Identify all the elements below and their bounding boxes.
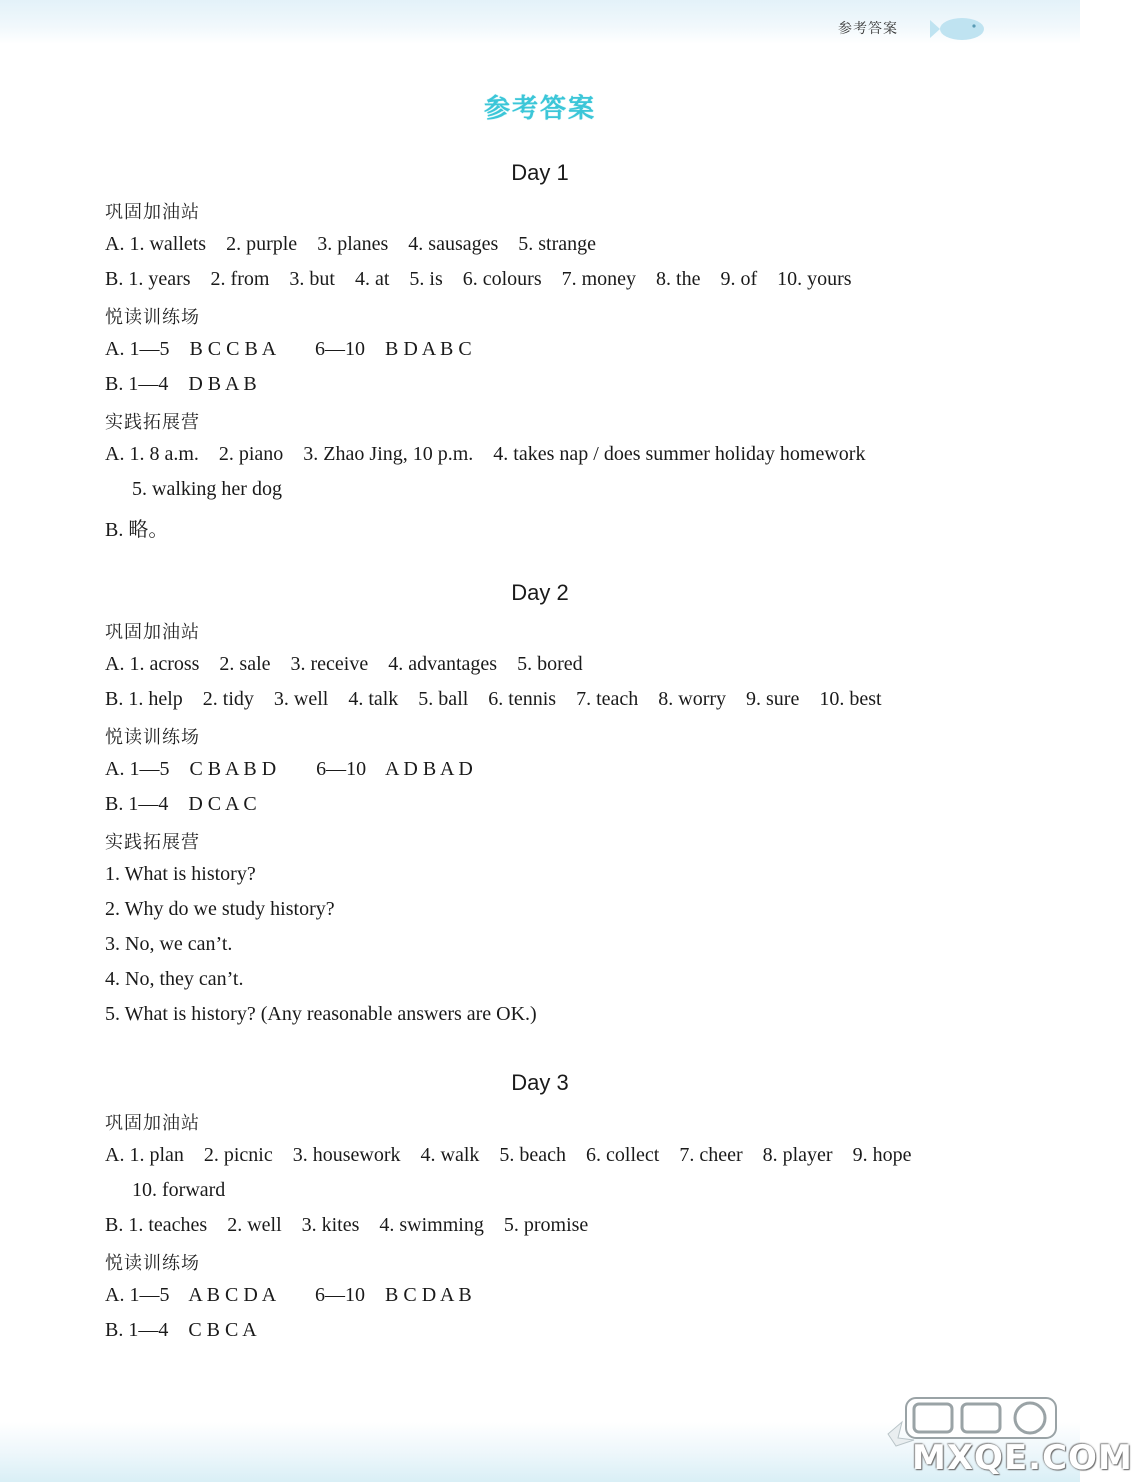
answer-line: A. 1. wallets 2. purple 3. planes 4. sausages 5. strange [105, 233, 597, 255]
answer-line: 4. No, they can’t. [105, 968, 244, 990]
answer-line: B. 1. help 2. tidy 3. well 4. talk 5. ball 6. tennis 7. teach 8. worry 9. sure 10. best [105, 688, 882, 710]
header-label: 参考答案 [838, 21, 898, 37]
answer-line: 3. No, we can’t. [105, 933, 233, 955]
answer-line: A. 1. 8 a.m. 2. piano 3. Zhao Jing, 10 p.m. 4. takes nap / does summer holiday homework [105, 443, 866, 465]
section-label: 巩固加油站 [105, 622, 200, 643]
answer-line: 2. Why do we study history? [105, 898, 335, 920]
answer-line: A. 1—5 C B A B D 6—10 A D B A D [105, 758, 473, 780]
answer-line: A. 1. plan 2. picnic 3. housework 4. walk 5. beach 6. collect 7. cheer 8. player 9. hope [105, 1144, 912, 1166]
answer-line: B. 1—4 D B A B [105, 373, 257, 395]
section-label: 悦读训练场 [105, 727, 200, 748]
answer-line: 5. What is history? (Any reasonable answers are OK.) [105, 1003, 537, 1025]
answer-line: A. 1. across 2. sale 3. receive 4. advantages 5. bored [105, 653, 583, 675]
day-heading-1: Day 1 [511, 160, 569, 185]
answer-line: B. 1. years 2. from 3. but 4. at 5. is 6. colours 7. money 8. the 9. of 10. yours [105, 268, 852, 290]
watermark-text: MXQE.COM [912, 1438, 1133, 1478]
section-label: 实践拓展营 [105, 832, 200, 853]
section-label: 悦读训练场 [105, 1253, 200, 1274]
section-label: 巩固加油站 [105, 202, 200, 223]
answer-line: 10. forward [132, 1179, 226, 1201]
answer-line: A. 1—5 B C C B A 6—10 B D A B C [105, 338, 472, 360]
day-heading-3: Day 3 [511, 1070, 569, 1095]
section-label: 巩固加油站 [105, 1113, 200, 1134]
fish-icon [928, 14, 988, 44]
answer-line: B. 1—4 D C A C [105, 793, 257, 815]
answer-line: 5. walking her dog [132, 478, 282, 500]
section-label: 悦读训练场 [105, 307, 200, 328]
day-heading-2: Day 2 [511, 580, 569, 605]
section-label: 实践拓展营 [105, 412, 200, 433]
answer-line: A. 1—5 A B C D A 6—10 B C D A B [105, 1284, 472, 1306]
answer-line: B. 1—4 C B C A [105, 1319, 257, 1341]
top-decorative-band [0, 0, 1080, 44]
answer-line: B. 略。 [105, 519, 169, 541]
page-title: 参考答案 [483, 94, 596, 124]
answer-line: B. 1. teaches 2. well 3. kites 4. swimming 5. promise [105, 1214, 589, 1236]
answer-line: 1. What is history? [105, 863, 256, 885]
